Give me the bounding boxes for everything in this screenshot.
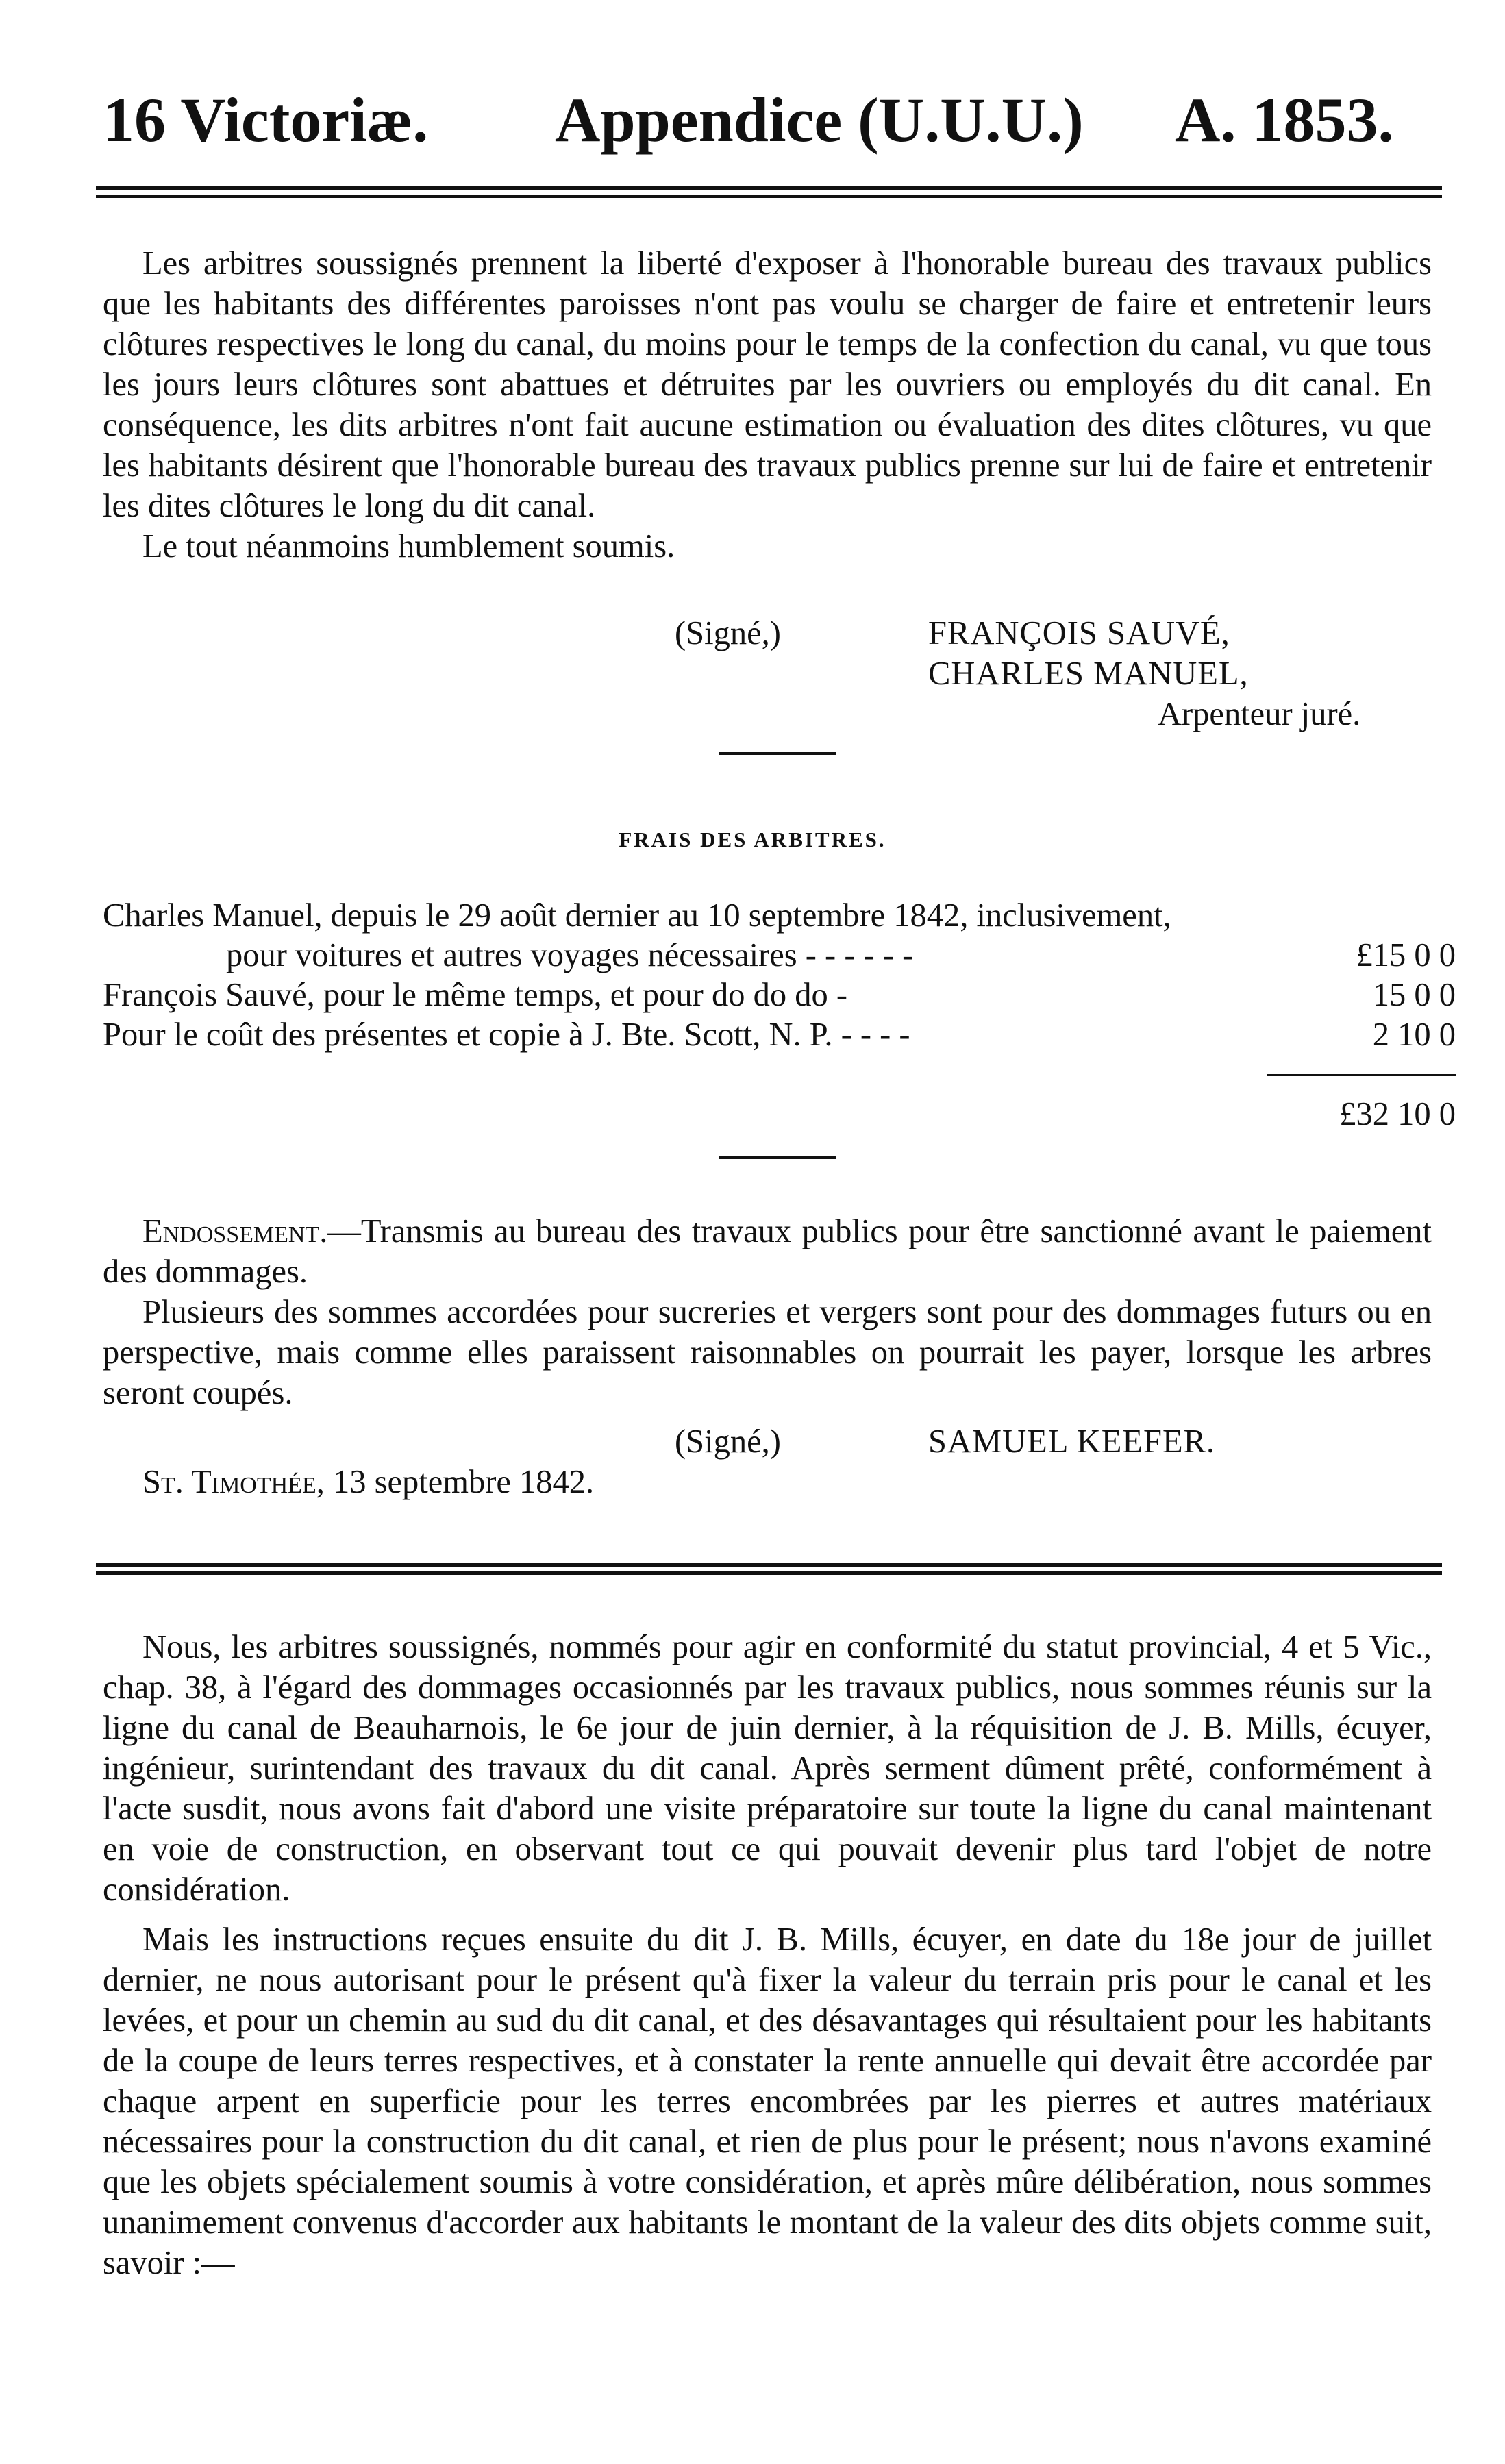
fee-row [103, 896, 1456, 936]
fee-amount: 15 0 0 [1372, 977, 1456, 1013]
endorsement-date: 13 septembre 1842. [332, 1464, 595, 1500]
fee-row [103, 1015, 1456, 1055]
section-divider [719, 1156, 836, 1159]
header-session: 16 Victoriæ. [103, 85, 429, 155]
fee-row [103, 936, 1456, 975]
fee-amount: 2 10 0 [1372, 1017, 1456, 1053]
endorsement-first [103, 1211, 1432, 1292]
endorsement-label: Endossement. [142, 1213, 328, 1249]
second-report [103, 1627, 1432, 2283]
fee-row [103, 975, 1456, 1015]
header-year: A. 1853. [1175, 85, 1394, 155]
endorsement-place: St. Timothée, [142, 1464, 325, 1500]
fee-description: pour voitures et autres voyages nécessaires - - - - - - [226, 937, 914, 973]
report-paragraph-1: Nous, les arbitres soussignés, nommés pour agir en conformité du statut provincial, 4 et 5 Vic., chap. 38, à l'égard des dommages occasionnés par les travaux publics, nous sommes réunis sur la ligne du canal de Beauharnois, le 6e jour de juin dernier, à la réquisition de J. B. Mills, écuyer, ingénieur, surintendant des travaux du dit canal. Après serment dûment prêté, conformément à l'acte susdit, nous avons fait d'abord une visite préparatoire sur toute la ligne du canal maintenant en voie de construction, en observant tout ce qui pouvait devenir plus tard l'objet de notre considération. [103, 1629, 1432, 1908]
endorsement-block [103, 1211, 1432, 1413]
fee-description: François Sauvé, pour le même temps, et pour do do do - [103, 977, 847, 1013]
fees-heading: FRAIS DES ARBITRES. [619, 827, 886, 851]
statement-paragraph: Les arbitres soussignés prennent la liberté d'exposer à l'honorable bureau des travaux publics que les habitants des différentes paroisses n'ont pas voulu se charger de faire et entretenir leurs clôtures respectives le long du canal, du moins pour le temps de la confection du canal, vu que tous les jours leurs clôtures sont abattues et détruites par les ouvriers ou employés du dit canal. En conséquence, les dits arbitres n'ont fait aucune estimation ou évaluation des dites clôtures, vu que les habitants désirent que l'honorable bureau des travaux publics prenne sur lui de faire et entretenir les dites clôtures le long du dit canal. [103, 245, 1432, 524]
header-rule [96, 186, 1442, 203]
signer-sauve: FRANÇOIS SAUVÉ, [928, 615, 1230, 651]
fee-total: £32 10 0 [1339, 1096, 1456, 1132]
signer-manuel: CHARLES MANUEL, [928, 656, 1249, 692]
arbitrators-statement [103, 243, 1432, 567]
signer-manuel-title: Arpenteur juré. [1158, 696, 1361, 732]
fee-total-row [103, 1095, 1456, 1134]
endorsement-date-line [142, 1462, 594, 1502]
endorsement-second: Plusieurs des sommes accordées pour sucreries et vergers sont pour des dommages futurs ou en perspective, mais comme elles paraissent raisonnables on pourrait les payer, lorsque les arbres seront coupés. [103, 1294, 1432, 1411]
endorsement-text: —Transmis au bureau des travaux publics pour être sanctionné avant le paiement des dommages. [103, 1213, 1432, 1290]
statement-closing: Le tout néanmoins humblement soumis. [142, 528, 675, 564]
section-divider [719, 752, 836, 755]
total-rule [1267, 1074, 1456, 1076]
fee-description: Charles Manuel, depuis le 29 août dernier au 10 septembre 1842, inclusivement, [103, 897, 1171, 934]
signed-label-1: (Signé,) [675, 615, 781, 651]
header-appendix: Appendice (U.U.U.) [555, 85, 1084, 155]
fee-description: Pour le coût des présentes et copie à J. Bte. Scott, N. P. - - - - [103, 1017, 910, 1053]
report-paragraph-2: Mais les instructions reçues ensuite du dit J. B. Mills, écuyer, en date du 18e jour de juillet dernier, ne nous autorisant pour le présent qu'à fixer la valeur du terrain pris pour le canal et les levées, et pour un chemin au sud du dit canal, et des désavantages qui résultaient pour les habitants de la coupe de leurs terres respectives, et à constater la rente annuelle qui devait être accordée par chaque arpent en superficie pour les terres encombrées par les pierres et autres matériaux nécessaires pour la construction du dit canal, et rien de plus pour le présent; nous n'avons examiné que les objets spécialement soumis à votre considération, et après mûre délibération, nous sommes unanimement convenus d'accorder aux habitants le montant de la valeur des dits objets comme suit, savoir :— [103, 1921, 1432, 2281]
fee-amount: £15 0 0 [1356, 937, 1456, 973]
signed-label-2: (Signé,) [675, 1423, 781, 1460]
signer-keefer: SAMUEL KEEFER. [928, 1423, 1216, 1460]
section-double-rule [96, 1563, 1442, 1580]
